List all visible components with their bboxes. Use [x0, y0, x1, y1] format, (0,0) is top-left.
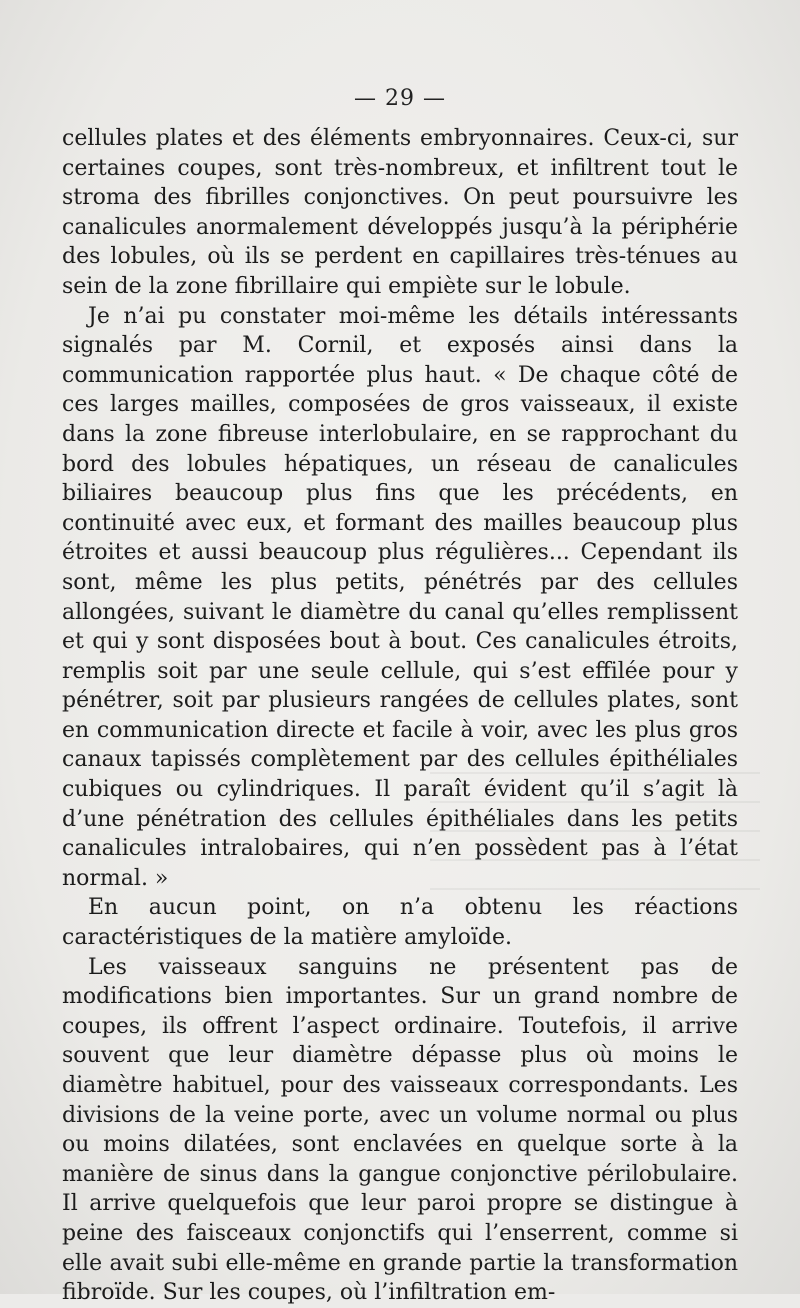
- paragraph-amyloid: En aucun point, on n’a obtenu les réactions caractéristiques de la matière amyloïde.: [62, 895, 738, 951]
- paragraph-continuation: cellules plates et des éléments embryonnaires. Ceux-ci, sur certaines coupes, sont très-nombreux, et infiltrent tout le stroma des fibrilles conjonctives. On peut poursuivre les canalicules anormalement développés jusqu’à la périphérie des lobules, où ils se perdent en capillaires très-ténues au sein de la zone fibrillaire qui empiète sur le lobule.: [62, 126, 738, 299]
- paragraph-cornil-quote: Je n’ai pu constater moi-même les détails intéressants signalés par M. Cornil, et exposés ainsi dans la communication rapportée plus haut. « De chaque côté de ces larges mailles, composées de gros vaisseaux, il existe dans la zone fibreuse interlobulaire, en se rapprochant du bord des lobules hépatiques, un réseau de canalicules biliaires beaucoup plus fins que les précédents, en continuité avec eux, et formant des mailles beaucoup plus étroites et aussi beaucoup plus régulières... Cependant ils sont, même les plus petits, pénétrés par des cellules allongées, suivant le diamètre du canal qu’elles remplissent et qui y sont disposées bout à bout. Ces canalicules étroits, remplis soit par une seule cellule, qui s’est effilée pour y pénétrer, soit par plusieurs rangées de cellules plates, sont en communication directe et facile à voir, avec les plus gros canaux tapissés complètement par des cellules épithéliales cubiques ou cylindriques. Il paraît évident qu’il s’agit là d’une pénétration des cellules épithéliales dans les petits canalicules intralobaires, qui n’en possèdent pas à l’état normal. »: [62, 303, 738, 891]
- body-text: [62, 124, 738, 1308]
- page-number: — 29 —: [354, 86, 446, 111]
- paragraph-blood-vessels: Les vaisseaux sanguins ne présentent pas de modifications bien importantes. Sur un grand nombre de coupes, ils offrent l’aspect ordinaire. Toutefois, il arrive souvent que leur diamètre dépasse plus où moins le diamètre habituel, pour des vaisseaux correspondants. Les divisions de la veine porte, avec un volume normal ou plus ou moins dilatées, sont enclavées en quelque sorte à la manière de sinus dans la gangue conjonctive périlobulaire. Il arrive quelquefois que leur paroi propre se distingue à peine des faisceaux conjonctifs qui l’enserrent, comme si elle avait subi elle-même en grande partie la transformation fibroïde. Sur les coupes, où l’infiltration em-: [62, 954, 738, 1306]
